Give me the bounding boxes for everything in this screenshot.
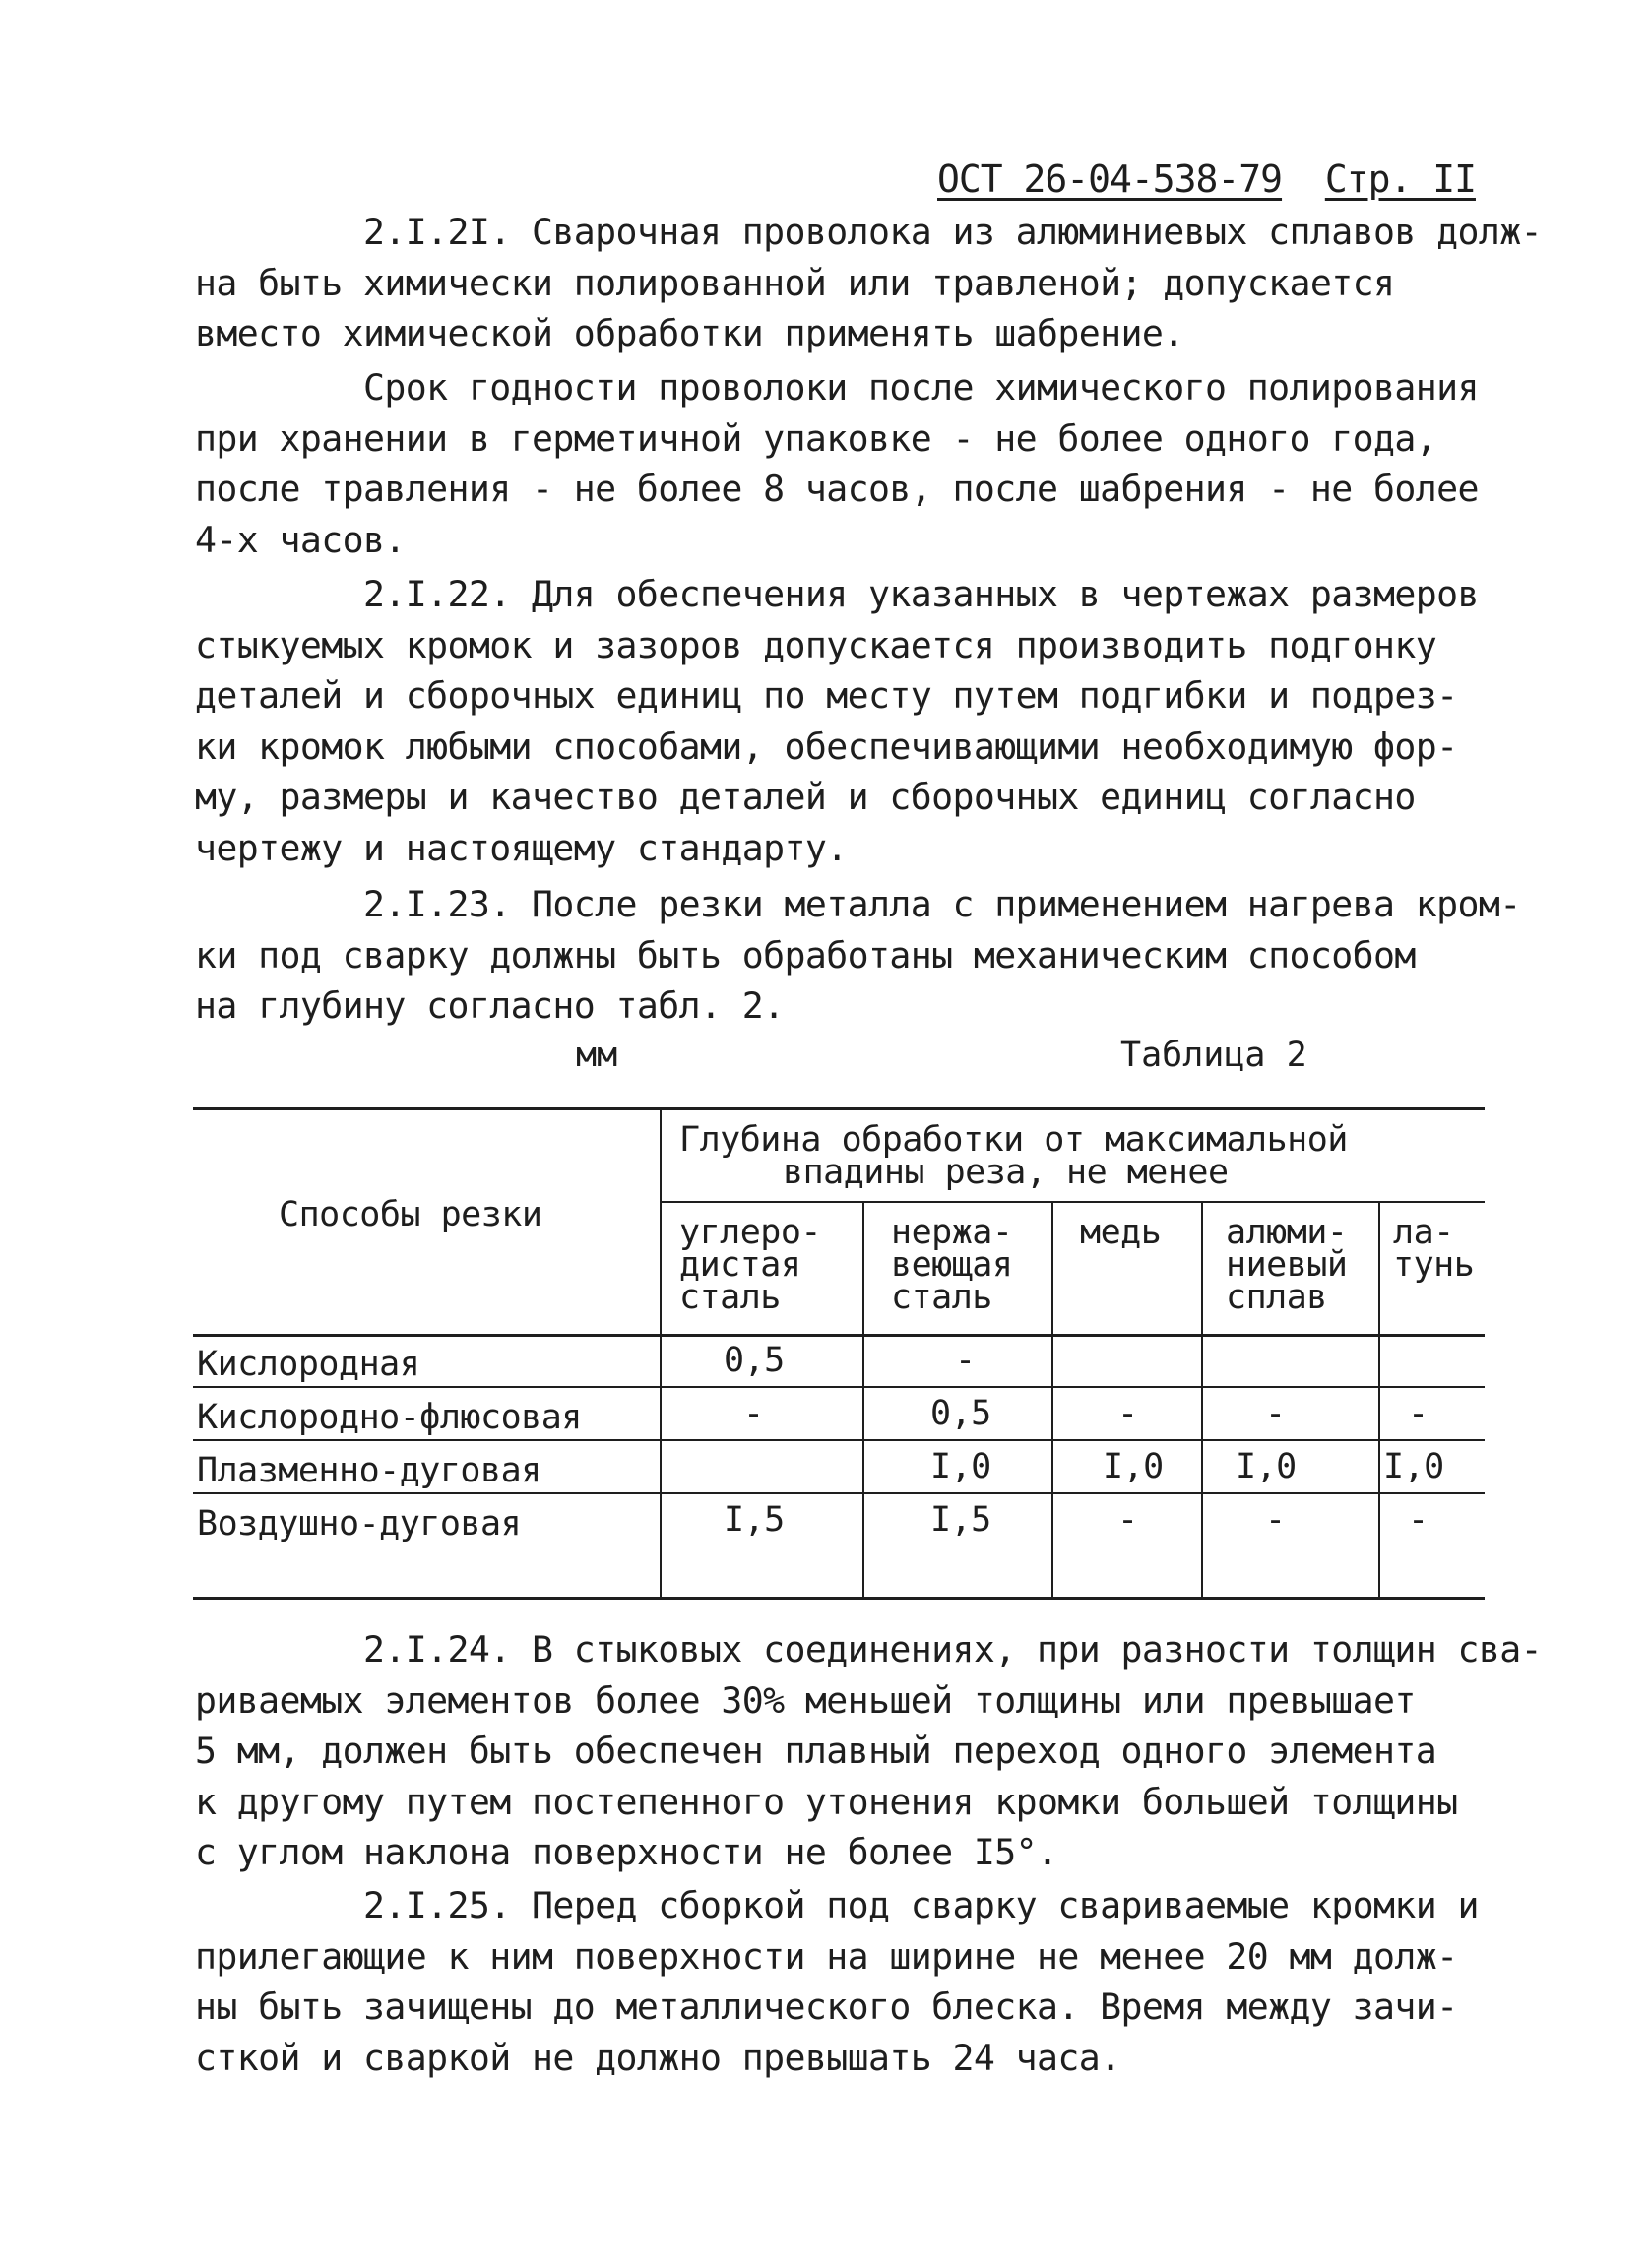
table-unit: мм	[576, 1036, 618, 1075]
table-top-rule	[193, 1107, 1485, 1110]
text-line: 2.I.24. В стыковых соединениях, при разности толщин сва-	[195, 1628, 1542, 1670]
row-method: Кислородная	[197, 1345, 420, 1384]
table-col-divider	[660, 1107, 662, 1597]
text-line: Срок годности проволоки после химического полирования	[195, 366, 1479, 409]
text-line: после травления - не более 8 часов, после шабрения - не более	[195, 468, 1479, 510]
table-group-rule	[660, 1201, 1485, 1203]
paragraph-2-1-21	[195, 207, 1542, 359]
table-col-divider	[862, 1201, 864, 1597]
group-header-line: Глубина обработки от максимальной	[679, 1120, 1348, 1160]
text-line: на глубину согласно табл. 2.	[195, 984, 785, 1027]
table-row-rule	[193, 1386, 1485, 1388]
row-value: -	[1408, 1500, 1429, 1540]
sub-header-copper: медь	[1080, 1213, 1162, 1252]
table-col-divider	[1051, 1201, 1053, 1597]
text-line: ны быть зачищены до металлического блеска. Время между зачи-	[195, 1985, 1458, 2028]
row-value: -	[1265, 1500, 1286, 1540]
table-bottom-rule	[193, 1597, 1485, 1600]
sub-header-stainless-steel: нержа- веющая сталь	[891, 1213, 1013, 1317]
row-method: Кислородно-флюсовая	[197, 1398, 582, 1437]
table-header-rule	[193, 1334, 1485, 1337]
text-line: 5 мм, должен быть обеспечен плавный переход одного элемента	[195, 1730, 1437, 1772]
row-method: Плазменно-дуговая	[197, 1451, 541, 1490]
paragraph-shelf-life	[195, 362, 1485, 565]
row-value: I,0	[1103, 1447, 1164, 1486]
row-value: -	[1408, 1394, 1429, 1433]
row-value: -	[743, 1394, 764, 1433]
text-line: на быть химически полированной или травленой; допускается	[195, 261, 1395, 304]
page-number: Стр. II	[1324, 158, 1476, 201]
paragraph-2-1-22	[195, 569, 1485, 873]
table-col-divider	[1201, 1201, 1203, 1597]
group-header-line: впадины реза, не менее	[783, 1153, 1229, 1192]
text-line: при хранении в герметичной упаковке - не более одного года,	[195, 416, 1437, 460]
row-value: 0,5	[724, 1341, 785, 1380]
paragraph-2-1-24	[195, 1624, 1542, 1878]
row-value: -	[1265, 1394, 1286, 1433]
text-line: вместо химической обработки применять шабрение.	[195, 312, 1184, 354]
page-header	[937, 158, 1476, 201]
text-line: 2.I.22. Для обеспечения указанных в чертежах размеров	[195, 573, 1479, 615]
text-line: 2.I.25. Перед сборкой под сварку свариваемые кромки и	[195, 1884, 1479, 1926]
text-line: с углом наклона поверхности не более I5°.	[195, 1831, 1058, 1873]
text-line: сткой и сваркой не должно превышать 24 часа.	[195, 2036, 1121, 2079]
text-line: 2.I.23. После резки металла с применением нагрева кром-	[195, 883, 1521, 925]
sub-header-brass: ла- тунь	[1393, 1213, 1475, 1285]
sub-header-aluminium-alloy: алюми- ниевый сплав	[1226, 1213, 1348, 1317]
text-line: 2.I.2I. Сварочная проволока из алюминиевых сплавов долж-	[195, 211, 1542, 253]
row-method: Воздушно-дуговая	[197, 1504, 522, 1544]
row-value: -	[1117, 1394, 1138, 1433]
table-row-rule	[193, 1492, 1485, 1494]
text-line: ки кромок любыми способами, обеспечивающими необходимую фор-	[195, 724, 1458, 768]
row-value: -	[1117, 1500, 1138, 1540]
row-value: I,0	[1236, 1447, 1297, 1486]
text-line: ки под сварку должны быть обработаны механическим способом	[195, 933, 1416, 976]
row-value: I,5	[930, 1500, 991, 1540]
text-line: риваемых элементов более 30% меньшей толщины или превышает	[195, 1678, 1416, 1722]
row-value: I,0	[1383, 1447, 1444, 1486]
table-row-rule	[193, 1439, 1485, 1441]
table-caption: Таблица 2	[1120, 1036, 1307, 1075]
text-line: 4-х часов.	[195, 518, 406, 561]
doc-id: ОСТ 26-04-538-79	[937, 158, 1283, 201]
table-col-divider	[1378, 1201, 1380, 1597]
row-value: I,5	[724, 1500, 785, 1540]
text-line: му, размеры и качество деталей и сборочных единиц согласно	[195, 776, 1416, 818]
row-value: I,0	[930, 1447, 991, 1486]
row-value: 0,5	[930, 1394, 991, 1433]
col-header-method: Способы резки	[279, 1195, 542, 1234]
paragraph-2-1-23	[195, 879, 1521, 1032]
sub-header-carbon-steel: углеро- дистая сталь	[679, 1213, 822, 1317]
text-line: стыкуемых кромок и зазоров допускается производить подгонку	[195, 623, 1437, 666]
text-line: прилегающие к ним поверхности на ширине не менее 20 мм долж-	[195, 1934, 1458, 1978]
row-value: -	[955, 1341, 976, 1380]
text-line: к другому путем постепенного утонения кромки большей толщины	[195, 1780, 1458, 1823]
text-line: чертежу и настоящему стандарту.	[195, 826, 848, 869]
text-line: деталей и сборочных единиц по месту путем подгибки и подрез-	[195, 674, 1458, 717]
paragraph-2-1-25	[195, 1880, 1485, 2083]
